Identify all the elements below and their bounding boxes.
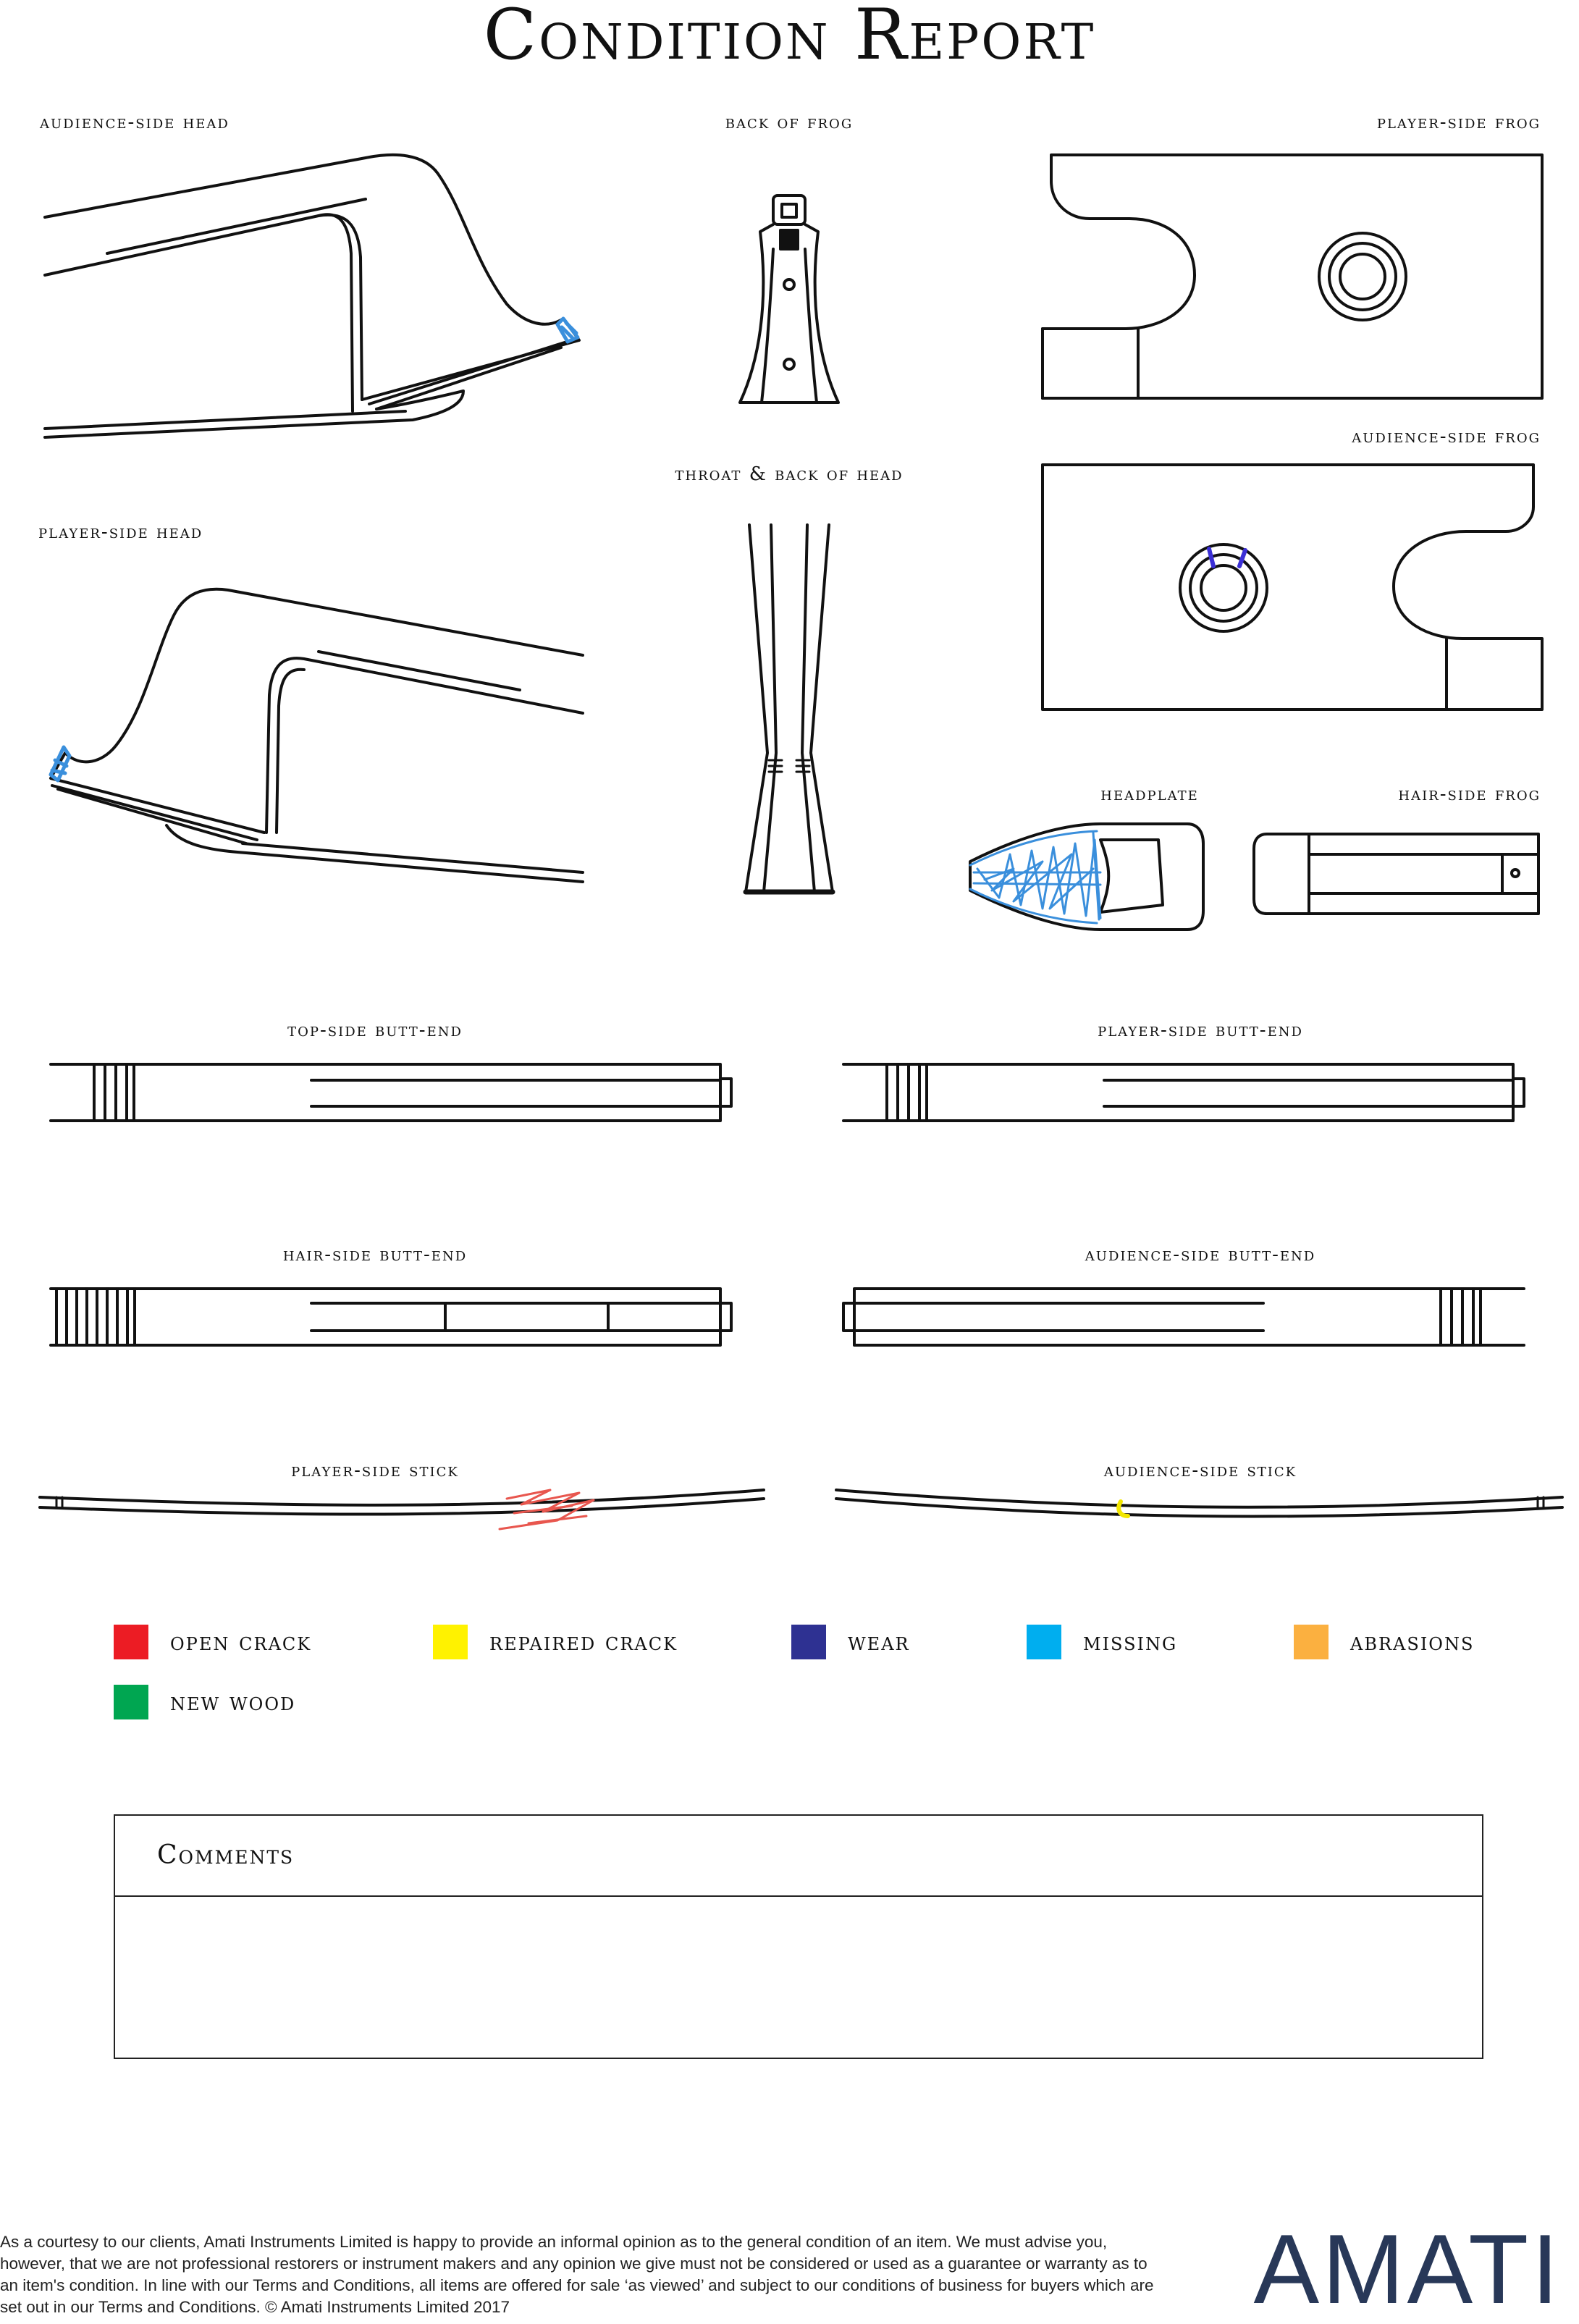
label-audience-side-butt-end: audience-side butt-end <box>1085 1244 1316 1266</box>
label-hair-side-butt-end: hair-side butt-end <box>282 1244 468 1266</box>
label-audience-side-head: audience-side head <box>40 111 230 133</box>
label-player-side-frog: player-side frog <box>1376 111 1541 133</box>
legend-item-new-wood <box>114 1685 295 1719</box>
legend-label: missing <box>1083 1628 1178 1656</box>
annotation-missing-headplate <box>970 831 1100 923</box>
label-throat-back-of-head: throat & back of head <box>675 463 904 485</box>
label-audience-side-stick: audience-side stick <box>1103 1460 1297 1481</box>
legend-item-repaired-crack <box>433 1625 678 1659</box>
brand-logo: AMATI <box>1253 2214 1562 2324</box>
comments-box <box>114 1814 1483 2059</box>
legend-item-wear <box>791 1625 910 1659</box>
legend-label: new wood <box>170 1688 296 1717</box>
label-player-side-butt-end: player-side butt-end <box>1098 1019 1303 1041</box>
diagram-audience-side-butt-end <box>843 1289 1524 1345</box>
diagram-player-side-butt-end <box>843 1064 1524 1121</box>
legend-swatch <box>791 1625 826 1659</box>
legend-item-open-crack <box>114 1625 311 1659</box>
label-hair-side-frog: hair-side frog <box>1398 783 1541 805</box>
label-player-side-head: player-side head <box>38 521 203 543</box>
legend-swatch <box>1027 1625 1061 1659</box>
diagram-back-of-frog <box>740 195 838 403</box>
disclaimer-text: As a courtesy to our clients, Amati Instruments Limited is happy to provide an informal opinion as to the general condition of an item. We must advise you, however, that we are not professional restorers or instrument makers and any opinion we give must not be considered or used as a guarantee or warranty as to an item's condition. In line with our Terms and Conditions, all items are offered for sale ‘as viewed’ and subject to our conditions of business for buyers which are set out in our Terms and Conditions. © Amati Instruments Limited 2017 <box>0 2233 1154 2316</box>
diagram-audience-side-head <box>45 155 579 437</box>
annotation-missing-player-head <box>51 747 70 780</box>
comments-body[interactable] <box>115 1897 1482 2056</box>
label-player-side-stick: player-side stick <box>291 1460 459 1481</box>
legend-label: repaired crack <box>489 1628 678 1656</box>
legend-swatch <box>433 1625 468 1659</box>
diagram-audience-side-stick <box>836 1490 1562 1517</box>
legend-item-abrasions <box>1294 1625 1474 1659</box>
label-back-of-frog: back of frog <box>725 111 854 133</box>
label-audience-side-frog: audience-side frog <box>1352 426 1541 447</box>
legend-swatch <box>114 1625 148 1659</box>
label-top-side-butt-end: top-side butt-end <box>287 1019 463 1041</box>
label-headplate: headplate <box>1100 783 1199 805</box>
diagram-throat-back-of-head <box>746 525 833 892</box>
page-title: Condition Report <box>483 0 1096 75</box>
diagram-hair-side-frog <box>1254 834 1538 914</box>
legend-label: wear <box>848 1628 910 1656</box>
diagram-player-side-stick <box>40 1490 764 1515</box>
diagram-audience-side-frog <box>1043 465 1542 710</box>
legend-label: abrasions <box>1350 1628 1475 1656</box>
diagram-player-side-head <box>51 589 583 882</box>
legend-swatch <box>114 1685 148 1719</box>
comments-header <box>115 1816 1482 1897</box>
comments-title: Comments <box>157 1840 295 1870</box>
diagram-player-side-frog <box>1043 155 1542 398</box>
annotation-repaired-crack-audience-stick <box>1119 1502 1128 1516</box>
legend-swatch <box>1294 1625 1329 1659</box>
diagram-top-side-butt-end <box>51 1064 731 1121</box>
diagram-hair-side-butt-end <box>51 1289 731 1345</box>
legend-item-missing <box>1027 1625 1177 1659</box>
legend-label: open crack <box>170 1628 312 1656</box>
annotation-missing-audience-head <box>557 319 578 342</box>
